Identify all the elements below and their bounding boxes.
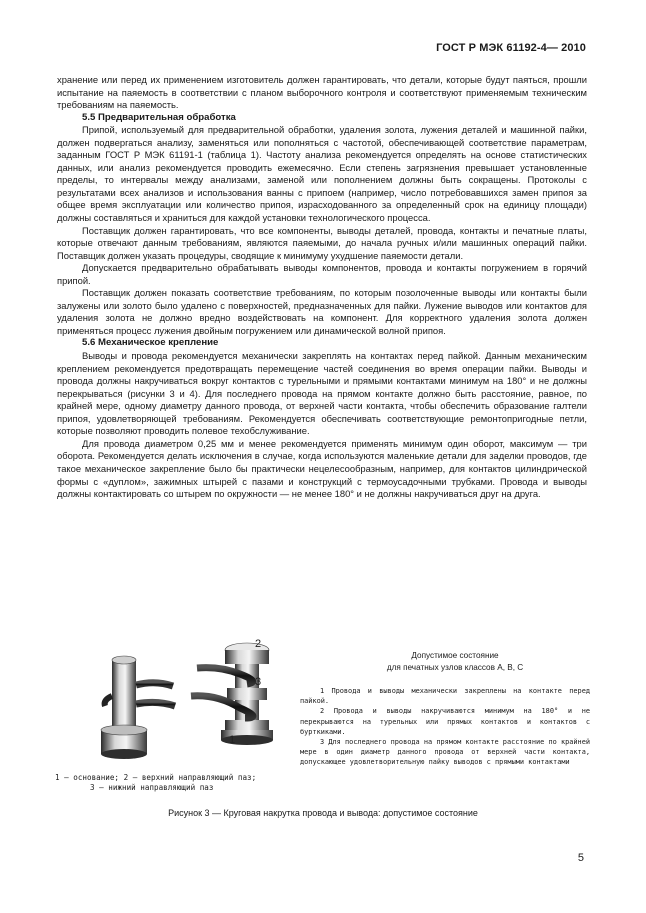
state-title-line: Допустимое состояние <box>411 651 499 660</box>
figure-3 <box>55 630 595 800</box>
note-1: 1 Провода и выводы механически закреплены на контакте перед пайкой. <box>300 687 590 706</box>
turret-terminal <box>191 643 273 745</box>
paragraph: Выводы и провода рекомендуется механически закреплять на контактах перед пайкой. Данным механическим креплением рекомендуется предотвращать перемещение частей соединения во время операции пайки. Выводы и провода должны накручиваться вокруг контактов с турельными и прямыми контактами минимум на 180° и не должны перекрываться (рисунки 3 и 4). Для последнего провода на прямом контакте должно быть расстояние, равное, по крайней мере, одному диаметру данного провода, от верхней части контакта, чтобы обеспечить образование галтели припоя, удовлетворяющей требованиям. Рекомендуется обеспечивать соответствующие ремонтопригодные петли, которые позволяют проводить полевое техобслуживание. <box>57 350 587 437</box>
acceptable-state-title <box>320 650 590 674</box>
state-title-line: для печатных узлов классов А, В, С <box>386 663 524 672</box>
figure-caption: Рисунок 3 — Круговая накрутка провода и вывода: допустимое состояние <box>168 808 478 818</box>
paragraph: хранение или перед их применением изготовитель должен гарантировать, что детали, которые будут паяться, прошли испытание на паяемость в соответствии с планом выборочного контроля и соответствуют применяемым техническим требованиям на паяемость. <box>57 74 587 111</box>
straight-terminal <box>101 656 175 759</box>
note-3: 3 Для последнего провода на прямом контакте расстояние по крайней мере в один диаметр данного провода от верхней части контакта, допускающее удовлетворительную пайку выводов с прямыми контактами <box>300 738 590 767</box>
figure-notes <box>300 686 590 768</box>
page-number: 5 <box>577 852 584 864</box>
paragraph: Для провода диаметром 0,25 мм и менее рекомендуется применять минимум один оборот, максимум — три оборота. Рекомендуется делать исключения в случае, когда используются маленькие детали для заделки проводов, где такое механическое закрепление было бы практически нецелесообразным, например, для контактов цилиндрической формы с «дуплом», зажимных штырей с пазами и конструкций с термоусадочными трубками. Провода и выводы должны контактировать со штырем по окружности — не менее 180° и не должны накручиваться друг на друга. <box>57 437 587 500</box>
figure-legend <box>55 773 256 793</box>
legend-line: 3 — нижний направляющий паз <box>90 783 214 792</box>
paragraph: Припой, используемый для предварительной обработки, удаления золота, лужения деталей и машинной пайки, должен подвергаться анализу, заменяться или пополняться с частотой, обеспечивающей соответствие параметрам, заданным ГОСТ Р МЭК 61191-1 (таблица 1). Частоту анализа рекомендуется определять на основе статистических данных, или анализ рекомендуется проводить ежемесячно. Если степень загрязнения превышает установленные пределы, то интервалы между анализами, заменой или пополнением должны быть сокращены. Протоколы с результатами всех анализов и использования ванны с припоем (например, число потребовавшихся замен припоя за общее время эксплуатации или количество припоя, израсходованного за определенный срок на единицу площади) должны составляться и храниться для каждой установки технологического процесса. <box>57 124 587 224</box>
paragraph: Поставщик должен гарантировать, что все компоненты, выводы деталей, провода, контакты и печатные платы, которые отвечают данным требованиям, являются паяемыми, до начала ручных и/или машинных операций пайки. Поставщик должен указать процедуры, сводящие к минимуму ухудшение паяемости детали. <box>57 224 587 261</box>
callout-2: 2 <box>255 638 262 650</box>
legend-line: 1 — основание; 2 — верхний направляющий паз; <box>55 773 257 782</box>
paragraph: Допускается предварительно обрабатывать выводы компонентов, провода и контакты погружением в горячий припой. <box>57 262 587 286</box>
section-heading: 5.6 Механическое крепление <box>82 337 219 349</box>
note-2: 2 Провода и выводы накручиваются минимум на 180° и не перекрываются на турельных или прямых контактов и контактов с бурткиками. <box>300 707 590 736</box>
section-heading: 5.5 Предварительная обработка <box>82 111 236 123</box>
document-header: ГОСТ Р МЭК 61192-4— 2010 <box>436 42 586 54</box>
body-text <box>57 74 587 501</box>
terminal-illustration <box>95 630 295 770</box>
paragraph: Поставщик должен показать соответствие требованиям, по которым позолоченные выводы или контакты были залужены или золото было удалено с поверхностей, предназначенных для пайки. Лужение выводов или контактов для удаления золота не должно вредно воздействовать на компонент. Для корректного удаления золота должен применяться процесс лужения двойным погружением или динамической волной припоя. <box>57 287 587 336</box>
callout-3: 3 <box>255 676 262 688</box>
callout-1: 1 <box>229 734 236 746</box>
